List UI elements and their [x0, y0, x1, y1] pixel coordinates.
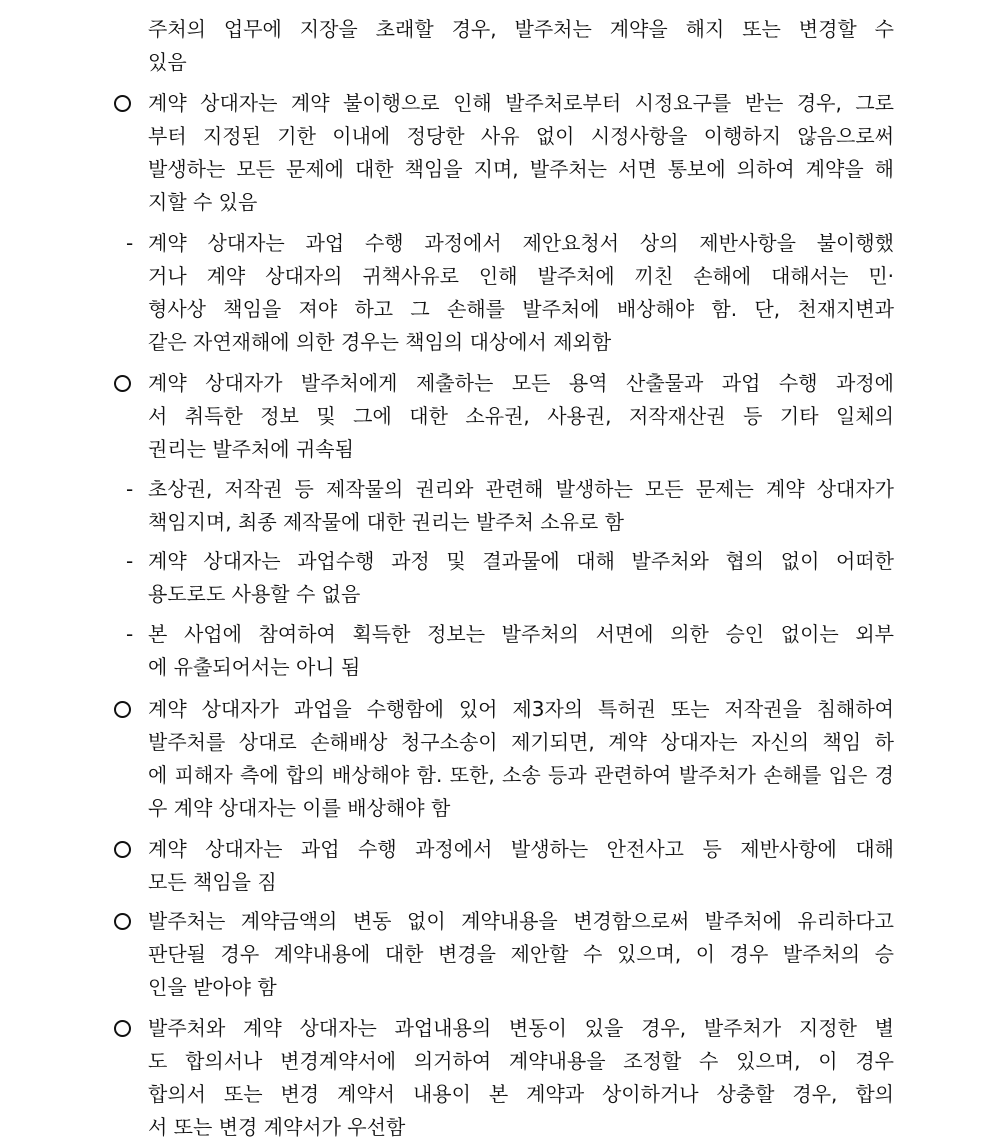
- text-line: 권리는 발주처에 귀속됨: [148, 437, 354, 461]
- text-line: 에 피해자 측에 합의 배상해야 함. 또한, 소송 등과 관련하여 발주처가 손해를 입은 경: [148, 763, 894, 787]
- text-line: 계약 상대자는 계약 불이행으로 인해 발주처로부터 시정요구를 받는 경우, 그로: [148, 91, 894, 115]
- text-line: 용도로도 사용할 수 없음: [148, 582, 361, 606]
- text-line: 계약 상대자는 과업수행 과정 및 결과물에 대해 발주처와 협의 없이 어떠한: [148, 549, 894, 573]
- text-line: 있음: [148, 50, 187, 74]
- text-line: 서 취득한 정보 및 그에 대한 소유권, 사용권, 저작재산권 등 기타 일체의: [148, 404, 894, 428]
- text-line: 발주처를 상대로 손해배상 청구소송이 제기되면, 계약 상대자는 자신의 책임 하: [148, 730, 894, 754]
- circle-bullet-icon: [114, 1013, 131, 1043]
- text-line: 계약 상대자는 과업 수행 과정에서 발생하는 안전사고 등 제반사항에 대해: [148, 837, 894, 861]
- text-line: 계약 상대자가 발주처에게 제출하는 모든 용역 산출물과 과업 수행 과정에: [148, 371, 894, 395]
- text-line: 거나 계약 상대자의 귀책사유로 인해 발주처에 끼친 손해에 대해서는 민·: [148, 264, 894, 288]
- dash-bullet-icon: -: [126, 622, 134, 646]
- text-line: 부터 지정된 기한 이내에 정당한 사유 없이 시정사항을 이행하지 않음으로써: [148, 124, 894, 148]
- text-line: 발생하는 모든 문제에 대한 책임을 지며, 발주처는 서면 통보에 의하여 계약을 해: [148, 157, 894, 181]
- text-line: 주처의 업무에 지장을 초래할 경우, 발주처는 계약을 해지 또는 변경할 수: [148, 17, 894, 41]
- text-line: 계약 상대자는 과업 수행 과정에서 제안요청서 상의 제반사항을 불이행했: [148, 231, 894, 255]
- text-line: 계약 상대자가 과업을 수행함에 있어 제3자의 특허권 또는 저작권을 침해하여: [148, 697, 894, 721]
- text-line: 서 또는 변경 계약서가 우선함: [148, 1115, 406, 1139]
- text-line: 같은 자연재해에 의한 경우는 책임의 대상에서 제외함: [148, 330, 612, 354]
- text-line: 인을 받아야 함: [148, 975, 277, 999]
- dash-bullet-icon: -: [126, 549, 134, 573]
- text-line: 형사상 책임을 져야 하고 그 손해를 발주처에 배상해야 함. 단, 천재지변과: [148, 297, 894, 321]
- text-line: 본 사업에 참여하여 획득한 정보는 발주처의 서면에 의한 승인 없이는 외부: [148, 622, 894, 646]
- text-line: 우 계약 상대자는 이를 배상해야 함: [148, 796, 451, 820]
- text-line: 발주처는 계약금액의 변동 없이 계약내용을 변경함으로써 발주처에 유리하다고: [148, 909, 894, 933]
- circle-bullet-icon: [114, 834, 131, 864]
- text-line: 지할 수 있음: [148, 190, 258, 214]
- circle-bullet-icon: [114, 368, 131, 398]
- text-line: 합의서 또는 변경 계약서 내용이 본 계약과 상이하거나 상충할 경우, 합의: [148, 1082, 894, 1106]
- text-line: 책임지며, 최종 제작물에 대한 권리는 발주처 소유로 함: [148, 510, 624, 534]
- circle-bullet-icon: [114, 88, 131, 118]
- text-line: 에 유출되어서는 아니 됨: [148, 655, 361, 679]
- dash-bullet-icon: -: [126, 231, 134, 255]
- text-line: 판단될 경우 계약내용에 대한 변경을 제안할 수 있으며, 이 경우 발주처의 승: [148, 942, 894, 966]
- text-line: 모든 책임을 짐: [148, 870, 277, 894]
- text-line: 초상권, 저작권 등 제작물의 권리와 관련해 발생하는 모든 문제는 계약 상대자가: [148, 477, 894, 501]
- circle-bullet-icon: [114, 694, 131, 724]
- text-line: 발주처와 계약 상대자는 과업내용의 변동이 있을 경우, 발주처가 지정한 별: [148, 1016, 894, 1040]
- text-line: 도 합의서나 변경계약서에 의거하여 계약내용을 조정할 수 있으며, 이 경우: [148, 1049, 894, 1073]
- dash-bullet-icon: -: [126, 477, 134, 501]
- circle-bullet-icon: [114, 906, 131, 936]
